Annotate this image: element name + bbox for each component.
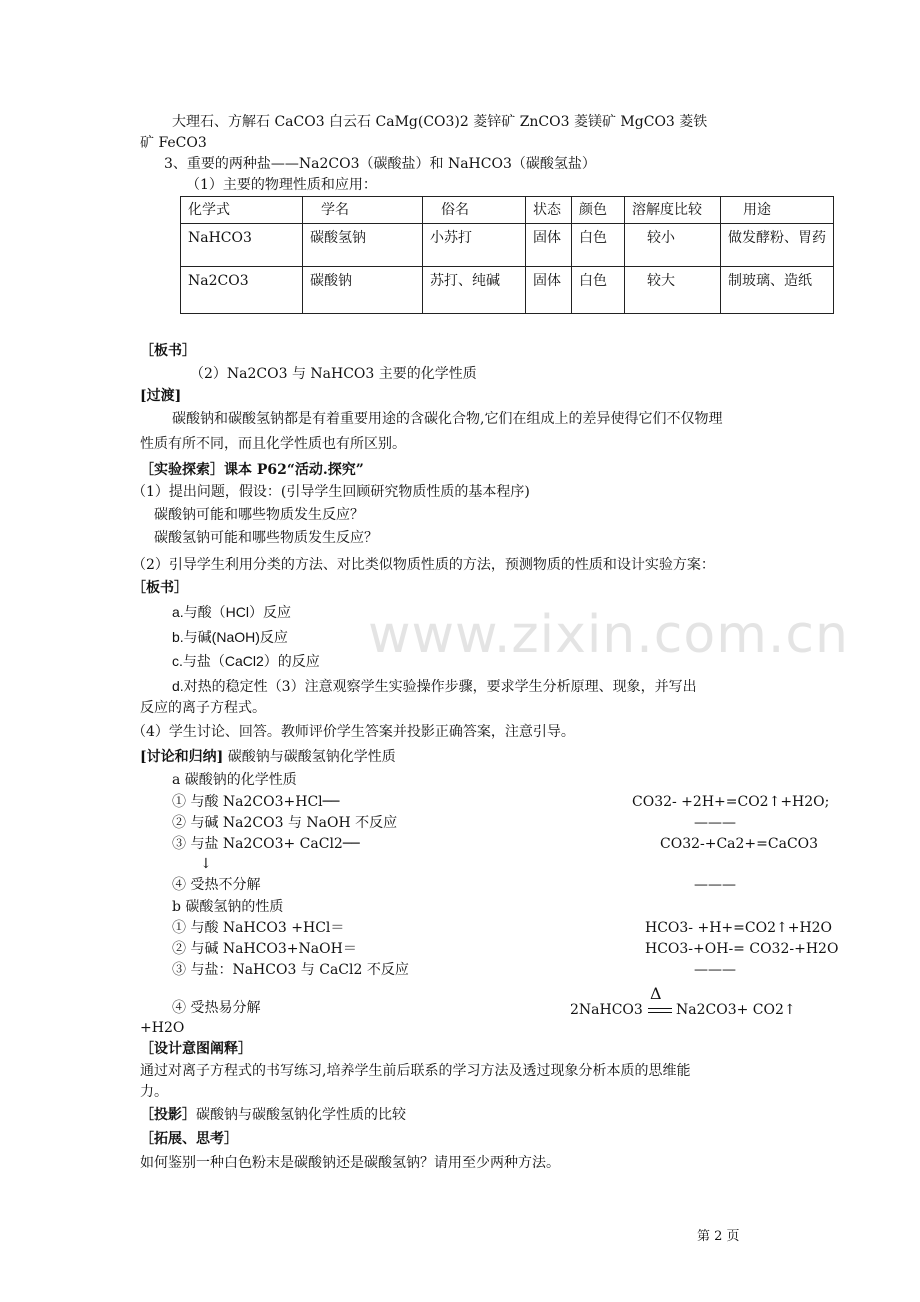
extension-question: 如何鉴别一种白色粉末是碳酸钠还是碳酸氢钠？请用至少两种方法。: [140, 1155, 560, 1171]
transition-label: [过渡]: [140, 388, 182, 404]
explore-step-1: （1）提出问题，假设：(引导学生回顾研究物质性质的基本程序): [132, 484, 530, 500]
explore-question-1: 碳酸钠可能和哪些物质发生反应？: [154, 507, 364, 523]
decomposition-lhs: 2NaHCO3: [570, 1002, 643, 1018]
design-line-2: 力。: [140, 1084, 168, 1100]
table-header-cell: 俗名: [423, 197, 526, 224]
table-cell: 较小: [625, 224, 721, 267]
table-cell: 苏打、纯碱: [423, 267, 526, 314]
nahco3-heat: ④ 受热易分解: [172, 1000, 261, 1016]
board-item-c: c.与盐（CaCl2）的反应: [172, 653, 320, 669]
table-header-cell: 颜色: [572, 197, 625, 224]
projection-text: 碳酸钠与碳酸氢钠化学性质的比较: [196, 1107, 406, 1123]
nahco3-salt: ③ 与盐：NaHCO3 与 CaCl2 不反应: [172, 962, 409, 978]
extension-label: ［拓展、思考］: [140, 1131, 238, 1147]
summary-title: 碳酸钠与碳酸氢钠化学性质: [227, 749, 396, 765]
table-cell: Na2CO3: [181, 267, 303, 314]
table-cell: 较大: [625, 267, 721, 314]
heat-delta-symbol: Δ: [650, 984, 662, 1003]
precipitate-arrow: ↓: [200, 856, 212, 872]
na2co3-heat-ionic: ———: [694, 877, 736, 893]
summary-label: [讨论和归纳]: [140, 749, 224, 765]
na2co3-heat: ④ 受热不分解: [172, 877, 261, 893]
nahco3-salt-ionic: ———: [694, 962, 736, 978]
board-label-2: ［板书］: [132, 580, 188, 596]
equals-bar-top: [648, 1008, 672, 1009]
nahco3-base-ionic: HCO3-+OH-= CO32-+H2O: [645, 941, 839, 957]
minerals-line-1: 大理石、方解石 CaCO3 白云石 CaMg(CO3)2 菱锌矿 ZnCO3 菱镁矿 MgCO3 菱铁: [172, 114, 708, 130]
table-cell: 固体: [526, 267, 572, 314]
projection-label: ［投影］: [140, 1107, 196, 1123]
table-header-cell: 状态: [526, 197, 572, 224]
table-row: [181, 224, 834, 267]
physical-properties-table: [180, 196, 834, 314]
table-header-cell: 溶解度比较: [625, 197, 721, 224]
decomposition-tail: +H2O: [140, 1020, 185, 1036]
board-step-3: （3）注意观察学生实验操作步骤，要求学生分析原理、现象，并写出: [267, 679, 697, 695]
board-step-3-cont: 反应的离子方程式。: [140, 700, 266, 716]
table-cell: 制玻璃、造纸: [721, 267, 834, 314]
chemical-properties-heading: （2）Na2CO3 与 NaHCO3 主要的化学性质: [190, 366, 477, 382]
transition-line-2: 性质有所不同，而且化学性质也有所区别。: [140, 436, 406, 452]
table-row: [181, 267, 834, 314]
table-cell: 做发酵粉、胃药: [721, 224, 834, 267]
na2co3-base-ionic: ———: [694, 815, 736, 831]
table-cell: 白色: [572, 224, 625, 267]
equals-bar-bottom: [648, 1012, 672, 1013]
table-header-cell: 化学式: [181, 197, 303, 224]
nahco3-acid-ionic: HCO3- +H+=CO2↑+H2O: [645, 920, 833, 936]
na2co3-acid: ① 与酸 Na2CO3+HCl──: [172, 794, 340, 810]
table-header-row: [181, 197, 834, 224]
decomposition-rhs: Na2CO3+ CO2↑: [676, 1002, 796, 1018]
table-cell: 碳酸氢钠: [303, 224, 423, 267]
explore-question-2: 碳酸氢钠可能和哪些物质发生反应？: [154, 530, 378, 546]
na2co3-acid-ionic: CO32- +2H+=CO2↑+H2O;: [632, 794, 830, 810]
board-label-1: ［板书］: [140, 343, 196, 359]
table-cell: NaHCO3: [181, 224, 303, 267]
design-line-1: 通过对离子方程式的书写练习,培养学生前后联系的学习方法及透过现象分析本质的思维能: [140, 1063, 691, 1079]
table-cell: 碳酸钠: [303, 267, 423, 314]
salts-heading: 3、重要的两种盐——Na2CO3（碳酸盐）和 NaHCO3（碳酸氢盐）: [164, 156, 596, 172]
watermark: www.zixin.com.cn: [368, 605, 849, 665]
table-header-cell: 学名: [303, 197, 423, 224]
page-number: 第 2 页: [697, 1229, 740, 1244]
table-cell: 固体: [526, 224, 572, 267]
nahco3-base: ② 与碱 NaHCO3+NaOH＝: [172, 941, 357, 957]
explore-label: ［实验探索］课本 P62“活动.探究”: [140, 462, 364, 478]
explore-step-2: （2）引导学生利用分类的方法、对比类似物质性质的方法，预测物质的性质和设计实验方案：: [132, 557, 715, 573]
table-cell: 白色: [572, 267, 625, 314]
physical-heading: （1）主要的物理性质和应用：: [186, 177, 377, 193]
design-label: ［设计意图阐释］: [140, 1041, 252, 1057]
minerals-line-2: 矿 FeCO3: [140, 135, 207, 151]
board-step-4: （4）学生讨论、回答。教师评价学生答案并投影正确答案，注意引导。: [132, 724, 575, 740]
sodium-bicarbonate-title: b 碳酸氢钠的性质: [172, 899, 284, 915]
nahco3-acid: ① 与酸 NaHCO3 +HCl＝: [172, 920, 345, 936]
board-item-a: a.与酸（HCl）反应: [172, 604, 292, 620]
board-item-d: d.对热的稳定性: [172, 678, 268, 694]
transition-line-1: 碳酸钠和碳酸氢钠都是有着重要用途的含碳化合物,它们在组成上的差异使得它们不仅物理: [172, 411, 723, 427]
sodium-carbonate-title: a 碳酸钠的化学性质: [172, 772, 297, 788]
na2co3-base: ② 与碱 Na2CO3 与 NaOH 不反应: [172, 815, 398, 831]
table-cell: 小苏打: [423, 224, 526, 267]
table-header-cell: 用途: [721, 197, 834, 224]
na2co3-salt-ionic: CO32-+Ca2+=CaCO3: [660, 836, 819, 852]
board-item-b: b.与碱(NaOH)反应: [172, 629, 288, 645]
na2co3-salt: ③ 与盐 Na2CO3+ CaCl2──: [172, 836, 360, 852]
